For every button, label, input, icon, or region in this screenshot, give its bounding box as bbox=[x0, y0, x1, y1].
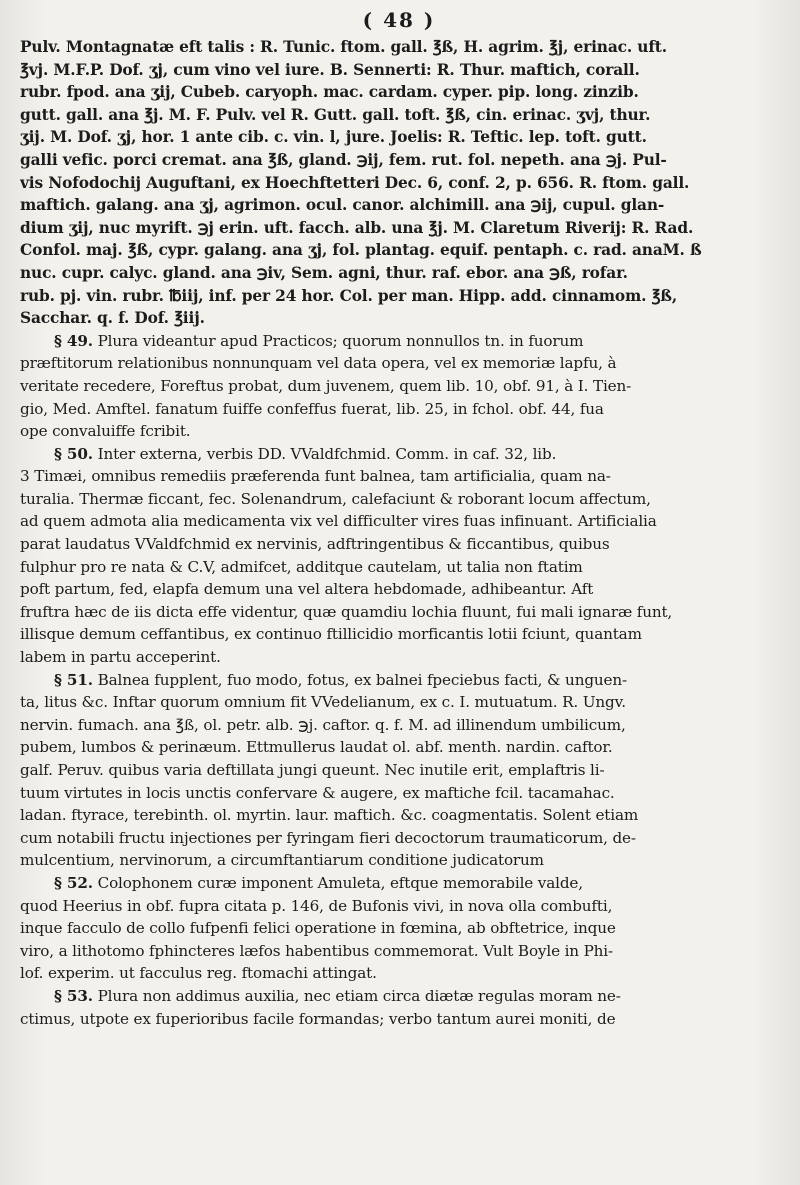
paragraph-text: Plura videantur apud Practicos; quorum nonnullos tn. in fuorum bbox=[97, 331, 584, 350]
recipe-line: Confol. maj. ℥ß, cypr. galang. ana ʒj, fol. plantag. equif. pentaph. c. rad. anaM. ß bbox=[20, 241, 702, 260]
paragraph-line bbox=[20, 872, 778, 895]
recipe-line: rub. pj. vin. rubr. ℔iij, inf. per 24 hor. Col. per man. Hipp. add. cinnamom. ℥ß, bbox=[20, 286, 678, 305]
paragraph-line: poft partum, fed, elapfa demum una vel altera hebdomade, adhibeantur. Aft bbox=[20, 580, 594, 599]
paragraph-number: § 52. bbox=[54, 873, 93, 892]
paragraph-line: labem in partu acceperint. bbox=[20, 648, 221, 667]
paragraph-number: § 49. bbox=[54, 331, 93, 350]
paragraph-line: viro, a lithotomo fphincteres læfos habentibus commemorat. Vult Boyle in Phi- bbox=[20, 941, 613, 960]
paragraph-text: Inter externa, verbis DD. VValdfchmid. Comm. in caf. 32, lib. bbox=[97, 444, 557, 463]
paragraph-line: tuum virtutes in locis unctis confervare & augere, ex maftiche fcil. tacamahac. bbox=[20, 783, 615, 802]
paragraph-number: § 53. bbox=[54, 986, 93, 1005]
paragraph-line: veritate recedere, Foreftus probat, dum juvenem, quem lib. 10, obf. 91, à I. Tien- bbox=[20, 376, 632, 395]
paragraph-line: illisque demum ceffantibus, ex continuo ftillicidio morficantis lotii fciunt, quantam bbox=[20, 625, 642, 644]
paragraph-line: galf. Peruv. quibus varia deftillata jungi queunt. Nec inutile erit, emplaftris li- bbox=[20, 761, 605, 779]
recipe-block bbox=[20, 36, 778, 330]
paragraph-number: § 51. bbox=[54, 670, 93, 689]
paragraph-line bbox=[20, 443, 778, 466]
paragraph-line: ctimus, utpote ex fuperioribus facile formandas; verbo tantum aurei moniti, de bbox=[20, 1009, 616, 1028]
paragraph-text: Colophonem curæ imponent Amuleta, eftque memorabile valde, bbox=[97, 873, 583, 892]
recipe-line: Sacchar. q. f. Dof. ℥iij. bbox=[20, 309, 205, 328]
paragraph-line: ope convaluiffe fcribit. bbox=[20, 422, 191, 441]
page-number: ( 48 ) bbox=[362, 8, 436, 32]
paragraph-line: gio, Med. Amftel. fanatum fuiffe confeffus fuerat, lib. 25, in fchol. obf. 44, fua bbox=[20, 399, 604, 418]
paragraph-line: parat laudatus VValdfchmid ex nervinis, adftringentibus & ficcantibus, quibus bbox=[20, 535, 610, 554]
paragraph-52 bbox=[20, 872, 778, 985]
paragraph-line: lof. experim. ut facculus reg. ftomachi attingat. bbox=[20, 964, 377, 983]
recipe-line: galli vefic. porci cremat. ana ℥ß, gland. ℈ij, fem. rut. fol. nepeth. ana ℈j. Pul- bbox=[20, 150, 667, 169]
paragraph-line: 3 Timæi, omnibus remediis præferenda funt balnea, tam artificialia, quam na- bbox=[20, 467, 611, 486]
paragraph-line: præftitorum relationibus nonnunquam vel data opera, vel ex memoriæ lapfu, à bbox=[20, 354, 617, 373]
recipe-line: dium ʒij, nuc myrift. ℈j erin. uft. facch. alb. una ℥j. M. Claretum Riverij: R. Rad. bbox=[20, 218, 694, 237]
paragraph-49 bbox=[20, 330, 778, 443]
paragraph-line: fruftra hæc de iis dicta effe videntur, quæ quamdiu lochia fluunt, fui mali ignaræ funt, bbox=[20, 602, 673, 621]
paragraph-line: ta, litus &c. Inftar quorum omnium fit VVedelianum, ex c. I. mutuatum. R. Ungv. bbox=[20, 693, 626, 712]
paragraph-line bbox=[20, 669, 778, 692]
recipe-line: gutt. gall. ana ℥j. M. F. Pulv. vel R. Gutt. gall. toft. ℥ß, cin. erinac. ʒvj, thur. bbox=[20, 105, 651, 124]
paragraph-line: cum notabili fructu injectiones per fyringam fieri decoctorum traumaticorum, de- bbox=[20, 828, 636, 847]
paragraph-line bbox=[20, 985, 778, 1008]
paragraph-53 bbox=[20, 985, 778, 1030]
paragraph-line bbox=[20, 330, 778, 353]
paragraph-line: ladan. ftyrace, terebinth. ol. myrtin. laur. maftich. &c. coagmentatis. Solent etiam bbox=[20, 806, 639, 825]
recipe-line: vis Nofodochij Auguftani, ex Hoechftetteri Dec. 6, conf. 2, p. 656. R. ftom. gall. bbox=[20, 173, 690, 192]
paragraph-number: § 50. bbox=[54, 444, 93, 463]
paragraph-line: quod Heerius in obf. fupra citata p. 146, de Bufonis vivi, in nova olla combufti, bbox=[20, 896, 613, 915]
recipe-line: ℥vj. M.F.P. Dof. ʒj, cum vino vel iure. B. Sennerti: R. Thur. maftich, corall. bbox=[20, 60, 640, 79]
paragraph-text: Plura non addimus auxilia, nec etiam circa diætæ regulas moram ne- bbox=[97, 986, 621, 1005]
paragraph-50 bbox=[20, 443, 778, 669]
recipe-line: nuc. cupr. calyc. gland. ana ℈iv, Sem. agni, thur. raf. ebor. ana ℈ß, rofar. bbox=[20, 263, 628, 282]
paragraph-line: pubem, lumbos & perinæum. Ettmullerus laudat ol. abf. menth. nardin. caftor. bbox=[20, 738, 613, 757]
paragraph-line: turalia. Thermæ ficcant, fec. Solenandrum, calefaciunt & roborant locum affectum, bbox=[20, 489, 651, 508]
paragraph-line: inque facculo de collo fufpenfi felici operatione in fœmina, ab obftetrice, inque bbox=[20, 919, 616, 938]
paragraph-text: Balnea fupplent, fuo modo, fotus, ex balnei fpeciebus facti, & unguen- bbox=[97, 670, 627, 689]
paragraph-line: fulphur pro re nata & C.V, admifcet, additque cautelam, ut talia non ftatim bbox=[20, 557, 583, 576]
recipe-line: Pulv. Montagnatæ eft talis : R. Tunic. ftom. gall. ℥ß, H. agrim. ℥j, erinac. uft. bbox=[20, 38, 667, 56]
recipe-line: ʒij. M. Dof. ʒj, hor. 1 ante cib. c. vin. l, jure. Joelis: R. Teftic. lep. toft. gutt. bbox=[20, 128, 647, 147]
recipe-line: maftich. galang. ana ʒj, agrimon. ocul. canor. alchimill. ana ℈ij, cupul. glan- bbox=[20, 196, 665, 215]
paragraph-line: ad quem admota alia medicamenta vix vel difficulter vires fuas infinuant. Artificialia bbox=[20, 512, 657, 531]
recipe-line: rubr. fpod. ana ʒij, Cubeb. caryoph. mac. cardam. cyper. pip. long. zinzib. bbox=[20, 83, 639, 102]
paragraph-line: mulcentium, nervinorum, a circumftantiarum conditione judicatorum bbox=[20, 851, 544, 870]
paragraph-line: nervin. fumach. ana ℥ß, ol. petr. alb. ℈j. caftor. q. f. M. ad illinendum umbilicum, bbox=[20, 715, 626, 734]
paragraph-51 bbox=[20, 669, 778, 872]
